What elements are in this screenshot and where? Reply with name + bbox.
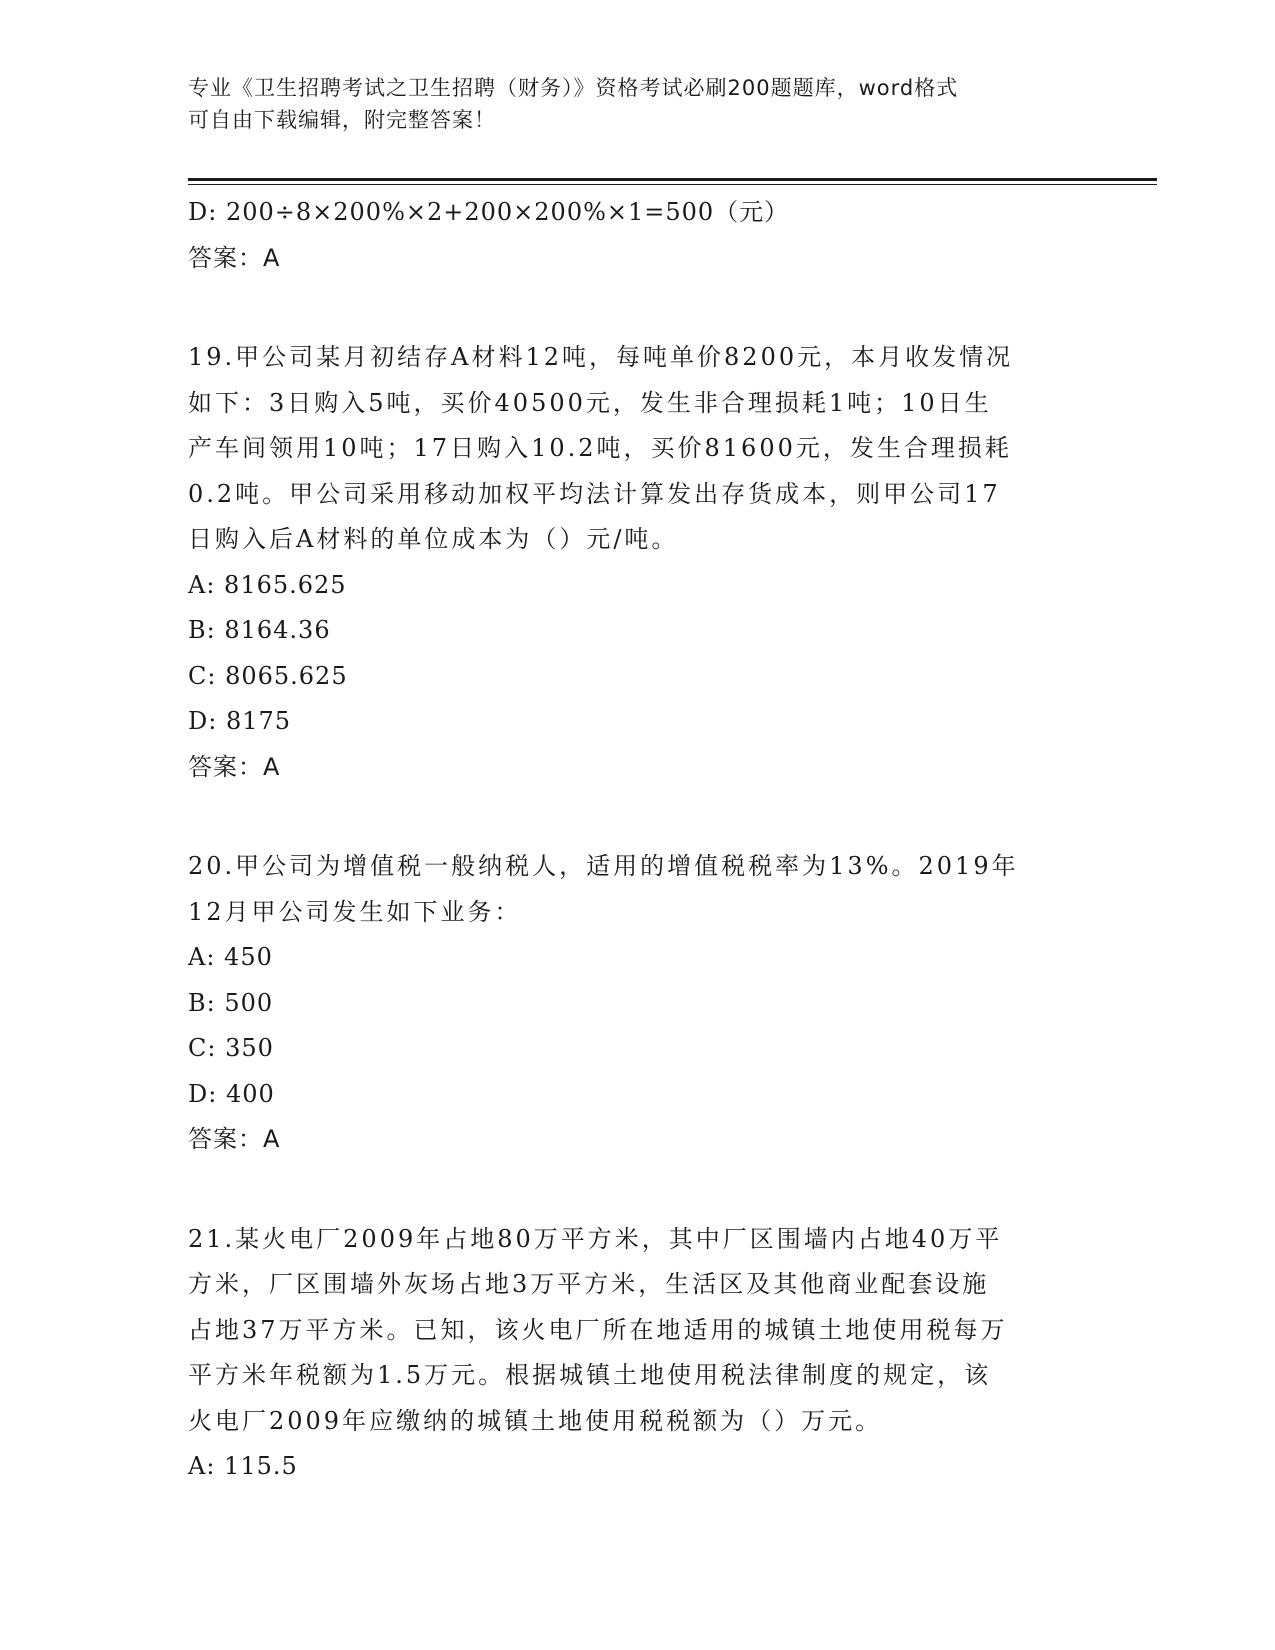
- document-body: [188, 190, 1088, 1490]
- question-20-line: 20.甲公司为增值税一般纳税人，适用的增值税税率为13%。2019年: [188, 852, 1019, 880]
- header-title-line-2: 可自由下载编辑，附完整答案！: [188, 108, 496, 132]
- question-19-option-d: D: 8175: [188, 707, 292, 735]
- question-19-line: 19.甲公司某月初结存A材料12吨，每吨单价8200元，本月收发情况: [188, 343, 1014, 371]
- question-20: [188, 844, 1088, 935]
- spacer: [188, 1163, 1088, 1217]
- question-21-line: 21.某火电厂2009年占地80万平方米，其中厂区围墙内占地40万平: [188, 1224, 1003, 1253]
- question-20-answer: 答案：A: [188, 1125, 281, 1153]
- question-21-line: 方米，厂区围墙外灰场占地3万平方米，生活区及其他商业配套设施: [188, 1270, 990, 1298]
- spacer: [188, 790, 1088, 844]
- question-21: [188, 1217, 1088, 1445]
- question-21-option-a: A: 115.5: [188, 1452, 298, 1480]
- prev-option-d: D: 200÷8×200%×2+200×200%×1=500（元）: [188, 198, 790, 226]
- question-20-option-c: C: 350: [188, 1034, 274, 1062]
- question-21-line: 火电厂2009年应缴纳的城镇土地使用税税额为（）万元。: [188, 1406, 883, 1435]
- question-19-line: 产车间领用10吨；17日购入10.2吨，买价81600元，发生合理损耗: [188, 434, 1012, 462]
- question-19-line: 如下：3日购入5吨，买价40500元，发生非合理损耗1吨；10日生: [188, 388, 992, 417]
- header-divider-thick: [188, 178, 1157, 181]
- question-21-line: 平方米年税额为1.5万元。根据城镇土地使用税法律制度的规定，该: [188, 1361, 992, 1389]
- question-19-line: 0.2吨。甲公司采用移动加权平均法计算发出存货成本，则甲公司17: [188, 479, 1001, 508]
- question-19-option-c: C: 8065.625: [188, 661, 348, 690]
- question-19-line: 日购入后A材料的单位成本为（）元/吨。: [188, 525, 679, 553]
- header-divider-thin: [188, 184, 1157, 185]
- question-21-line: 占地37万平方米。已知，该火电厂所在地适用的城镇土地使用税每万: [188, 1315, 1008, 1344]
- spacer: [188, 281, 1088, 335]
- question-19: [188, 335, 1088, 563]
- question-19-option-b: B: 8164.36: [188, 616, 331, 644]
- question-19-answer: 答案：A: [188, 752, 281, 781]
- question-20-option-d: D: 400: [188, 1079, 275, 1108]
- question-20-option-a: A: 450: [188, 943, 273, 971]
- question-19-option-a: A: 8165.625: [188, 570, 347, 599]
- document-header: [188, 72, 1068, 136]
- question-20-line: 12月甲公司发生如下业务：: [188, 897, 522, 926]
- header-title-line-1: 专业《卫生招聘考试之卫生招聘（财务）》资格考试必刷200题题库，word格式: [188, 76, 959, 100]
- question-20-option-b: B: 500: [188, 988, 274, 1017]
- prev-answer: 答案：A: [188, 243, 281, 272]
